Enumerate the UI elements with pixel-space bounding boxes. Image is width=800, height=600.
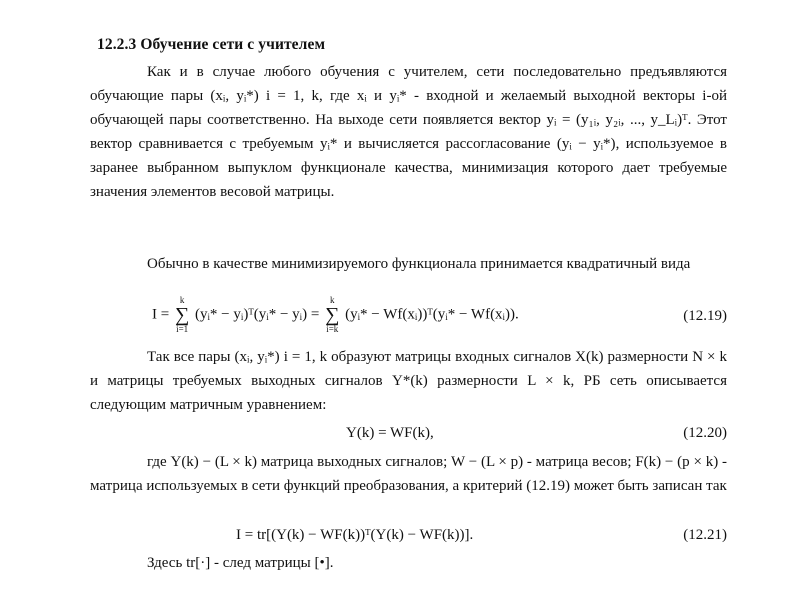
p3-math-x: X(k) bbox=[575, 349, 604, 365]
sum-lower-limit: i=1 bbox=[176, 324, 189, 334]
p4-math-w: W − (L × p) bbox=[451, 454, 524, 470]
p5-text: - след матрицы [•]. bbox=[210, 555, 334, 571]
sum-lower-limit: i=k bbox=[326, 324, 339, 334]
paragraph-2: Обычно в качестве минимизируемого функционала принимается квадратичный вида bbox=[147, 256, 691, 272]
paragraph-5 bbox=[90, 551, 727, 575]
p4-math-f: F(k) − (p × k) bbox=[635, 454, 719, 470]
p1-math-ystar-2: yᵢ* bbox=[319, 136, 338, 152]
equation-number: (12.21) bbox=[683, 527, 727, 543]
equation-12-21 bbox=[90, 527, 727, 551]
p3-text: Так все пары bbox=[147, 349, 235, 365]
section-heading: 12.2.3 Обучение сети с учителем bbox=[97, 36, 326, 53]
p3-math-ystar: Y*(k) bbox=[391, 373, 428, 389]
p1-math-yvec: yᵢ = (y₁ᵢ, y₂ᵢ, ..., y_Lᵢ)ᵀ bbox=[546, 112, 688, 128]
p3-text: размерности bbox=[427, 373, 528, 389]
p4-text: - матрица весов; bbox=[523, 454, 636, 470]
p3-text: и матрицы требуемых выходных сигналов bbox=[90, 373, 392, 389]
p1-text: , где bbox=[319, 88, 357, 104]
p1-text: Как и в случае любого обучения с учителем, сети последовательно предъявляются обучающие пары bbox=[90, 64, 727, 104]
p4-text: - матрица используемых в сети функций преобразования, а критерий (12.19) может быть записан так bbox=[90, 454, 728, 494]
p3-math-lk: L × k bbox=[527, 373, 571, 389]
p1-math-ystar: yᵢ* bbox=[389, 88, 407, 104]
equation-number: (12.20) bbox=[683, 425, 727, 441]
p1-math-x: xᵢ bbox=[356, 88, 367, 104]
p4-text: где bbox=[147, 454, 171, 470]
p1-text: - входной и желаемый выходной векторы i-ой обучающей пары соответственно. На выходе сети появляется вектор bbox=[90, 88, 727, 128]
p3-math-nk: N × k bbox=[692, 349, 727, 365]
p3-math-pair: (xᵢ, yᵢ*) bbox=[234, 349, 280, 365]
equation-number: (12.19) bbox=[683, 308, 727, 324]
p1-text: и вычисляется рассогласование bbox=[337, 136, 557, 152]
p5-math-tr: tr[·] bbox=[186, 555, 211, 571]
equation-body bbox=[152, 296, 519, 334]
eq-term: (yᵢ* − yᵢ)ᵀ(yᵢ* − yᵢ) = bbox=[194, 306, 320, 323]
p3-text: образуют матрицы входных сигналов bbox=[327, 349, 576, 365]
p4-math-y: Y(k) − (L × k) bbox=[170, 454, 257, 470]
equation-body: Y(k) = WF(k), bbox=[346, 425, 434, 441]
sum-upper-limit: k bbox=[329, 295, 335, 305]
p5-text: Здесь bbox=[147, 555, 187, 571]
sum-upper-limit: k bbox=[179, 295, 185, 305]
equation-12-20 bbox=[90, 425, 727, 449]
equation-12-19 bbox=[90, 296, 727, 336]
p1-text: и bbox=[366, 88, 390, 104]
p3-text: , РБ сеть описывается следующим матричным уравнением: bbox=[90, 373, 727, 413]
paragraph-4 bbox=[90, 450, 727, 498]
p3-text: размерности bbox=[603, 349, 693, 365]
paragraph-1 bbox=[90, 60, 727, 204]
p3-math-range: i = 1, k bbox=[283, 349, 328, 365]
equation-body: I = tr[(Y(k) − WF(k))ᵀ(Y(k) − WF(k))]. bbox=[236, 527, 474, 543]
p1-text: , используемое в заранее выбранном выпуклом функционале качества, минимизация которого дает требуемые значения элементов весовой матрицы. bbox=[90, 136, 728, 200]
eq-term: (yᵢ* − Wf(xᵢ))ᵀ(yᵢ* − Wf(xᵢ)). bbox=[345, 306, 519, 323]
sum-symbol bbox=[175, 296, 189, 334]
p4-text: матрица выходных сигналов; bbox=[256, 454, 452, 470]
p1-math-diff: (yᵢ − yᵢ*) bbox=[556, 136, 616, 152]
eq-lhs: I = bbox=[152, 306, 170, 323]
paragraph-3 bbox=[90, 345, 727, 417]
p1-text: . Этот вектор сравнивается с требуемым bbox=[90, 112, 727, 152]
sum-symbol bbox=[325, 296, 339, 334]
sigma-glyph: ∑ bbox=[325, 304, 340, 326]
p1-math-pair: (xᵢ, yᵢ*) i = 1, k bbox=[210, 88, 319, 104]
sigma-glyph: ∑ bbox=[174, 304, 190, 326]
